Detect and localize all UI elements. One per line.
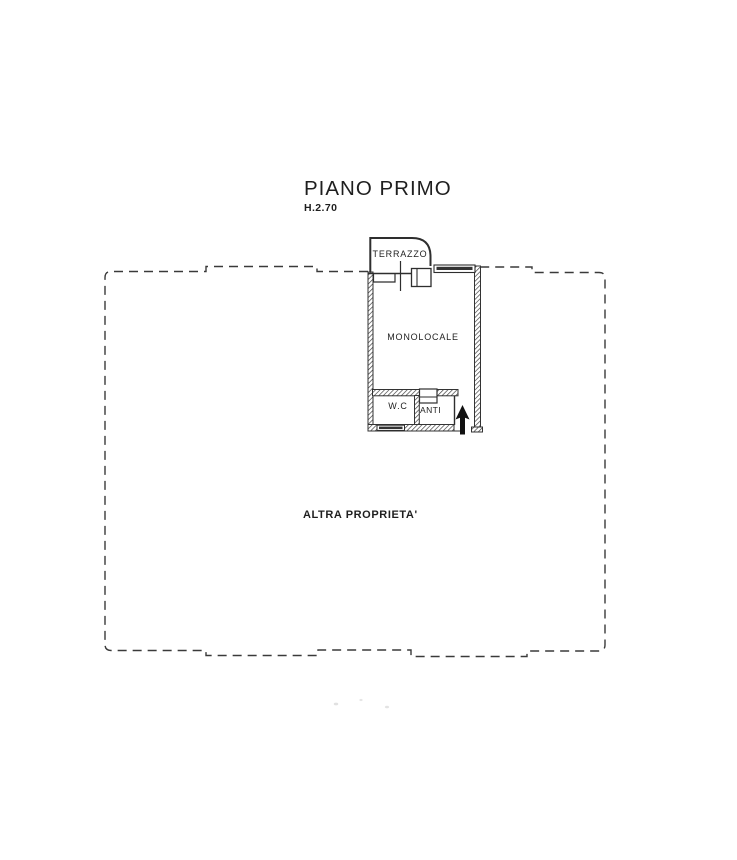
partition-wall <box>415 396 420 426</box>
top-window <box>434 265 475 273</box>
ceiling-height-label: H.2.70 <box>304 202 338 214</box>
other-property-label: ALTRA PROPRIETA' <box>303 509 418 521</box>
terrace-door <box>412 269 432 287</box>
right-wall <box>475 266 481 427</box>
interior-door <box>420 389 438 403</box>
entry-arrow-icon <box>456 405 470 435</box>
room-label-monolocale: MONOLOCALE <box>387 332 459 342</box>
top-wall-notch <box>374 274 396 282</box>
scan-artifacts <box>334 699 389 708</box>
room-label-terrazzo: TERRAZZO <box>372 249 428 259</box>
left-wall <box>368 272 373 431</box>
property-boundary <box>105 267 605 657</box>
bottom-window <box>377 425 405 430</box>
plan-title: PIANO PRIMO <box>304 177 452 200</box>
boundary-dashed-outline <box>105 267 605 657</box>
room-label-anti: ANTI <box>420 405 441 415</box>
room-label-wc: W.C <box>388 401 408 411</box>
interior-wall <box>373 390 459 396</box>
right-wall-foot <box>472 427 483 432</box>
